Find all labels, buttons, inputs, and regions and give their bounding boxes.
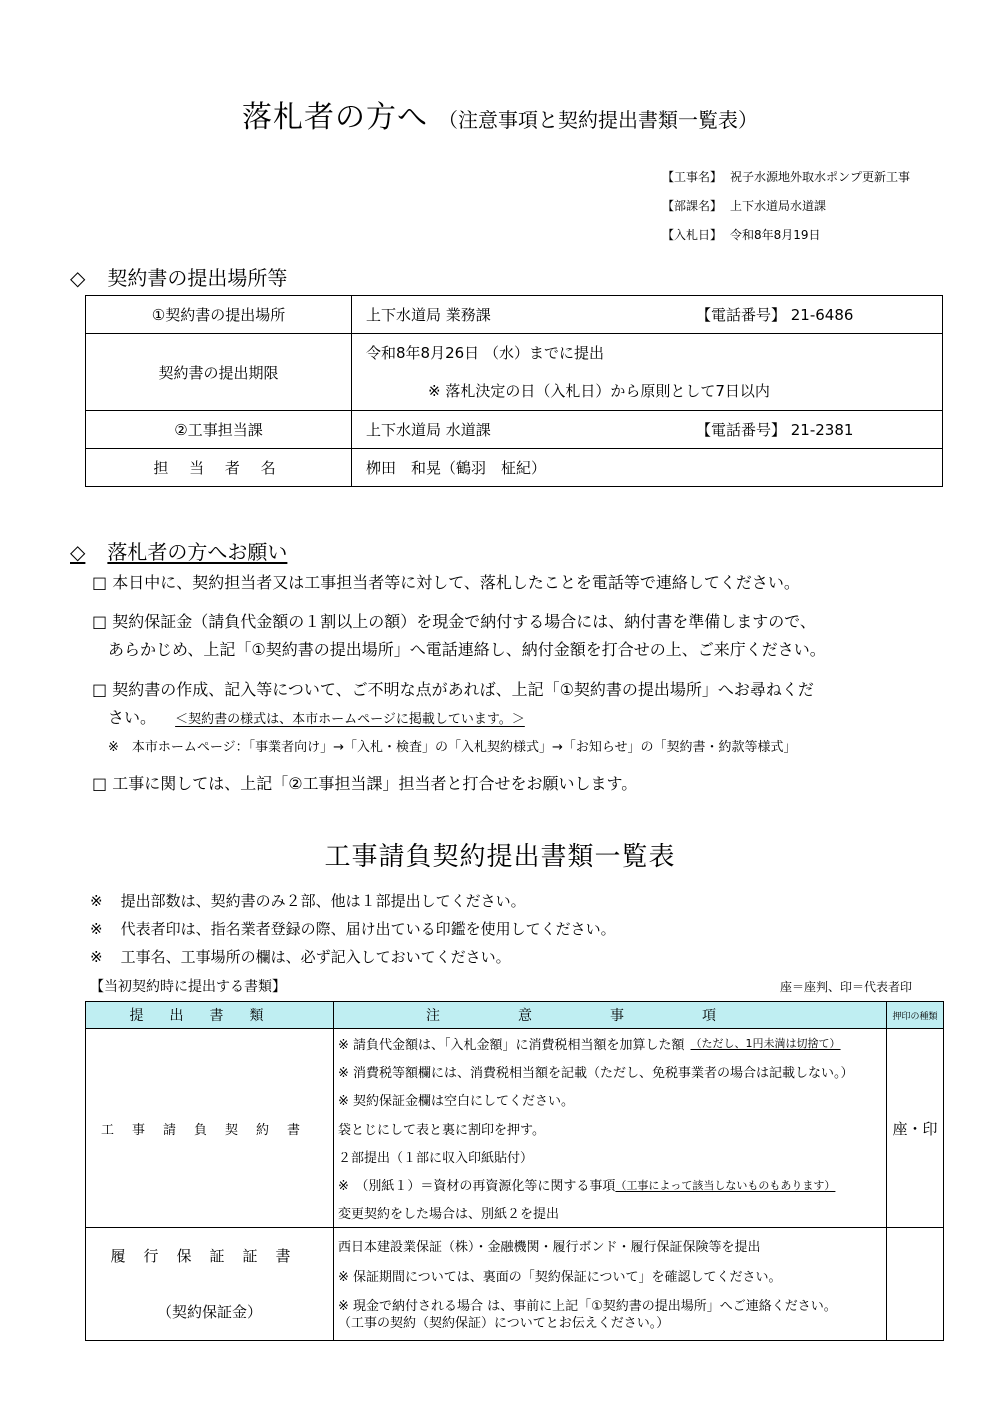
- doc-guarantee-name: 履行保証証書: [110, 1247, 309, 1266]
- doc-guarantee-sub: （契約保証金）: [156, 1303, 262, 1322]
- meta-department: [662, 197, 826, 214]
- header-documents-text: 提出書類: [129, 1008, 290, 1024]
- list-item: [334, 1170, 886, 1198]
- note-text: ※ 消費税等額欄には、消費税相当額を記載（ただし、免税事業者の場合は記載しない。）: [338, 1065, 854, 1081]
- request-item-2-line1: □ 契約保証金（請負代金額の１割以上の額）を現金で納付する場合には、納付書を準備しますので、: [92, 612, 816, 631]
- meta-label: 【工事名】: [662, 170, 723, 184]
- table-row: [86, 1029, 944, 1228]
- document-list-table: [85, 1001, 944, 1341]
- meta-value: 上下水道局水道課: [730, 199, 827, 213]
- note-mark: ※: [90, 948, 103, 966]
- request-item-3-line2: [108, 705, 525, 728]
- page-title: [0, 92, 1000, 136]
- doc-contract-notes: [334, 1029, 887, 1228]
- meta-value: 祝子水源地外取水ポンプ更新工事: [730, 170, 911, 184]
- list-item: [334, 1114, 886, 1142]
- dept-cell: [352, 411, 943, 449]
- meta-value: 令和8年8月19日: [730, 228, 821, 242]
- list-item: [334, 1029, 886, 1057]
- list-note: [90, 890, 526, 911]
- note-text: 変更契約をした場合は、別紙２を提出: [338, 1207, 560, 1223]
- note-text: （工事の契約（契約保証）についてとお伝えください。）: [338, 1316, 670, 1332]
- note-text: ※ 契約保証金欄は空白にしてください。: [338, 1094, 575, 1110]
- note-small: （工事によって該当しないものもあります）: [615, 1178, 836, 1192]
- meta-label: 【入札日】: [662, 228, 723, 242]
- meta-bid-date: [662, 226, 821, 243]
- diamond-icon: ◇: [70, 266, 86, 290]
- list-item: ※ 保証期間については、裏面の「契約保証について」を確認してください。: [338, 1269, 782, 1285]
- place-cell: [352, 296, 943, 334]
- person-value: 栁田 和晃（鶴羽 柾紀）: [352, 449, 943, 487]
- section1-heading-text: 契約書の提出場所等: [107, 266, 288, 290]
- meta-project: [662, 168, 910, 185]
- caption-right: 座＝座判、印＝代表者印: [780, 980, 913, 994]
- place-phone: 【電話番号】 21-6486: [696, 306, 854, 324]
- list-item: [334, 1199, 886, 1227]
- list-note: [90, 918, 616, 939]
- request-item-3-note: ※ 本市ホームページ：「事業者向け」→「入札・検査」の「入札契約様式」→「お知らせ」の「契約書・約款等様式」: [108, 740, 797, 755]
- table-row: [86, 411, 943, 449]
- list-item: [334, 1290, 886, 1338]
- deadline-cell: [352, 334, 943, 411]
- list-item: [334, 1086, 886, 1114]
- note-text: 代表者印は、指名業者登録の際、届け出ている印鑑を使用してください。: [120, 920, 616, 938]
- section2-heading-text: 落札者の方へお願い: [107, 540, 288, 564]
- table-row: [86, 334, 943, 411]
- note-text: 工事名、工事場所の欄は、必ず記入しておいてください。: [120, 948, 511, 966]
- note-mark: ※: [90, 920, 103, 938]
- note-text: ２部提出（１部に収入印紙貼付）: [338, 1150, 534, 1166]
- request-item-4: □ 工事に関しては、上記「②工事担当課」担当者と打合せをお願いします。: [92, 774, 638, 793]
- doc-guarantee-notes: [334, 1228, 887, 1341]
- meta-label: 【部課名】: [662, 199, 723, 213]
- note-text: ※ 請負代金額は、「入札金額」に消費税相当額を加算した額: [338, 1037, 685, 1053]
- title-sub: （注意事項と契約提出書類一覧表）: [438, 108, 758, 132]
- request-item-3-line1: □ 契約書の作成、記入等について、ご不明な点があれば、上記「①契約書の提出場所」へお尋ねくだ: [92, 680, 814, 699]
- place-label: ①契約書の提出場所: [86, 296, 352, 334]
- title-main: 落札者の方へ: [242, 100, 428, 135]
- note-text: 提出部数は、契約書のみ２部、他は１部提出してください。: [120, 892, 526, 910]
- doc-guarantee: [86, 1228, 334, 1341]
- deadline-label: 契約書の提出期限: [86, 334, 352, 411]
- list-note: [90, 946, 511, 967]
- note-small: （ただし、1円未満は切捨て）: [690, 1037, 841, 1051]
- submission-info-table: [85, 295, 943, 487]
- deadline-note: ※ 落札決定の日（入札日）から原則として7日以内: [428, 382, 770, 400]
- note-text: ※ 現金で納付される場合 は、事前に上記「①契約書の提出場所」へご連絡ください。: [338, 1299, 837, 1315]
- place-value: 上下水道局 業務課: [366, 306, 491, 324]
- header-seal-type: 押印の種類: [887, 1002, 944, 1029]
- doc-contract-seal: 座・印: [887, 1029, 944, 1228]
- table-header-row: [86, 1002, 944, 1029]
- table-row: [86, 449, 943, 487]
- header-notes: [334, 1002, 887, 1029]
- note-mark: ※: [90, 892, 103, 910]
- template-notice-link[interactable]: ＜契約書の様式は、本市ホームページに掲載しています。＞: [175, 712, 525, 727]
- list-item: [334, 1142, 886, 1170]
- table-row: [86, 1228, 944, 1341]
- dept-value: 上下水道局 水道課: [366, 421, 491, 439]
- header-notes-text: 注意事項: [426, 1008, 794, 1024]
- section1-heading: [70, 262, 287, 291]
- request-item-3-text: さい。: [108, 708, 157, 727]
- request-item-2-line2: あらかじめ、上記「①契約書の提出場所」へ電話連絡し、納付金額を打合せの上、ご来庁ください。: [108, 640, 826, 659]
- list-item: [334, 1057, 886, 1085]
- note-text: 袋とじにして表と裏に割印を押す。: [338, 1122, 545, 1138]
- table-row: [86, 296, 943, 334]
- section2-heading: [70, 536, 287, 565]
- dept-label: ②工事担当課: [86, 411, 352, 449]
- deadline-value: 令和8年8月26日 （水）までに提出: [366, 344, 604, 362]
- request-item-1: □ 本日中に、契約担当者又は工事担当者等に対して、落札したことを電話等で連絡してください。: [92, 573, 800, 592]
- document-list-title: 工事請負契約提出書類一覧表: [324, 842, 676, 872]
- diamond-icon: ◇: [70, 540, 86, 564]
- header-documents: [86, 1002, 334, 1029]
- person-label: 担 当 者 名: [86, 449, 352, 487]
- list-item: 西日本建設業保証（株）・金融機関・履行ボンド・履行保証保険等を提出: [338, 1239, 761, 1255]
- doc-guarantee-seal: [887, 1228, 944, 1341]
- note-text: ※ （別紙１）＝資材の再資源化等に関する事項: [338, 1179, 616, 1195]
- doc-contract: 工事請負契約書: [86, 1029, 334, 1228]
- caption-left: 【当初契約時に提出する書類】: [90, 979, 286, 995]
- dept-phone: 【電話番号】 21-2381: [696, 421, 854, 439]
